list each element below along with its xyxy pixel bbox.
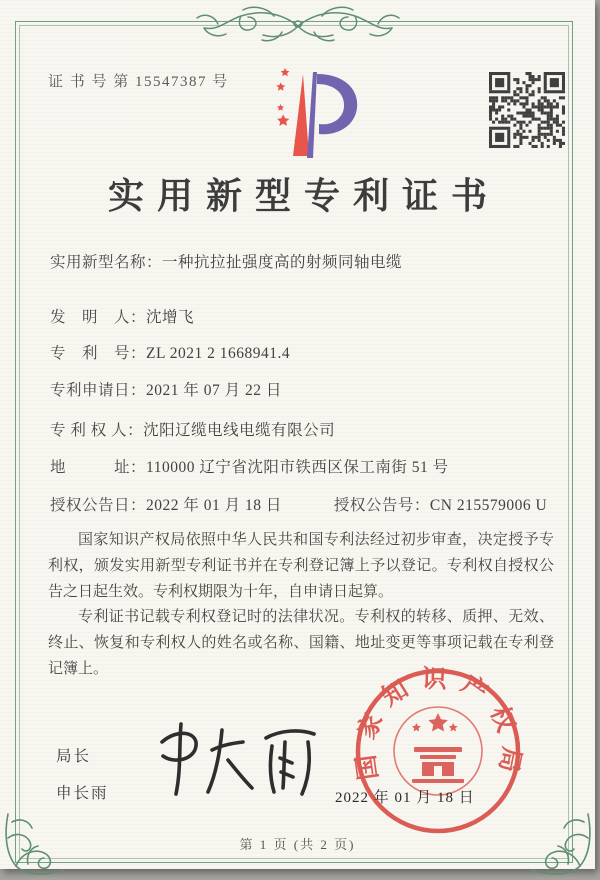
- signature-icon: [148, 712, 328, 807]
- seal-date: 2022 年 01 月 18 日: [335, 790, 475, 806]
- seal-ring-text: 国家知识产权局: [351, 665, 525, 787]
- field-row-name: [50, 250, 560, 272]
- field-row-filing-date: [50, 378, 560, 400]
- field-value: 2021 年 07 月 22 日: [146, 382, 282, 399]
- field-label: 专 利 权 人：: [50, 422, 144, 439]
- body-paragraph: 国家知识产权局依照中华人民共和国专利法经过初步审查，决定授予专利权，颁发实用新型专利证书并在专利登记簿上予以登记。专利权自授权公告之日起生效。专利权期限为十年，自申请日起算。: [48, 532, 554, 600]
- field-row-grant: [50, 493, 560, 515]
- certificate-title: 实用新型专利证书: [107, 176, 500, 216]
- field-row-address: [50, 455, 560, 477]
- field-label: 发 明 人：: [50, 309, 147, 326]
- certificate-number: 证 书 号 第 15547387 号: [48, 74, 229, 90]
- field-label: 实用新型名称：: [50, 254, 163, 271]
- official-seal-icon: [350, 663, 526, 839]
- field-row-patentee: [50, 418, 560, 440]
- field-label: 专 利 号：: [50, 345, 147, 362]
- director-name: 申长雨: [56, 785, 109, 802]
- field-label: 专利申请日：: [50, 382, 147, 399]
- field-value: 110000 辽宁省沈阳市铁西区保工南街 51 号: [146, 459, 449, 476]
- field-row-inventor: [50, 305, 560, 327]
- grant-date-label: 授权公告日：: [50, 497, 147, 514]
- grant-no-label: 授权公告号：: [333, 497, 430, 514]
- qr-code: [489, 72, 565, 148]
- field-row-patent-no: [50, 341, 560, 363]
- legal-text: [48, 528, 554, 683]
- field-label: 地 址：: [50, 459, 147, 476]
- director-title: 局长: [56, 748, 92, 765]
- field-value: 一种抗拉扯强度高的射频同轴电缆: [162, 254, 403, 271]
- body-paragraph: 专利证书记载专利权登记时的法律状况。专利权的转移、质押、无效、终止、恢复和专利权人的姓名或名称、国籍、地址变更等事项记载在专利登记簿上。: [48, 609, 554, 677]
- cnipa-logo-icon: [233, 60, 375, 168]
- field-value: 沈增飞: [146, 309, 195, 326]
- grant-date-value: 2022 年 01 月 18 日: [146, 497, 282, 514]
- grant-no-value: CN 215579006 U: [429, 497, 548, 514]
- page-footer: 第 1 页 (共 2 页): [239, 837, 356, 852]
- top-border-ornament-icon: [178, 2, 418, 48]
- field-value: ZL 2021 2 1668941.4: [146, 345, 291, 362]
- field-value: 沈阳辽缆电线电缆有限公司: [143, 422, 336, 439]
